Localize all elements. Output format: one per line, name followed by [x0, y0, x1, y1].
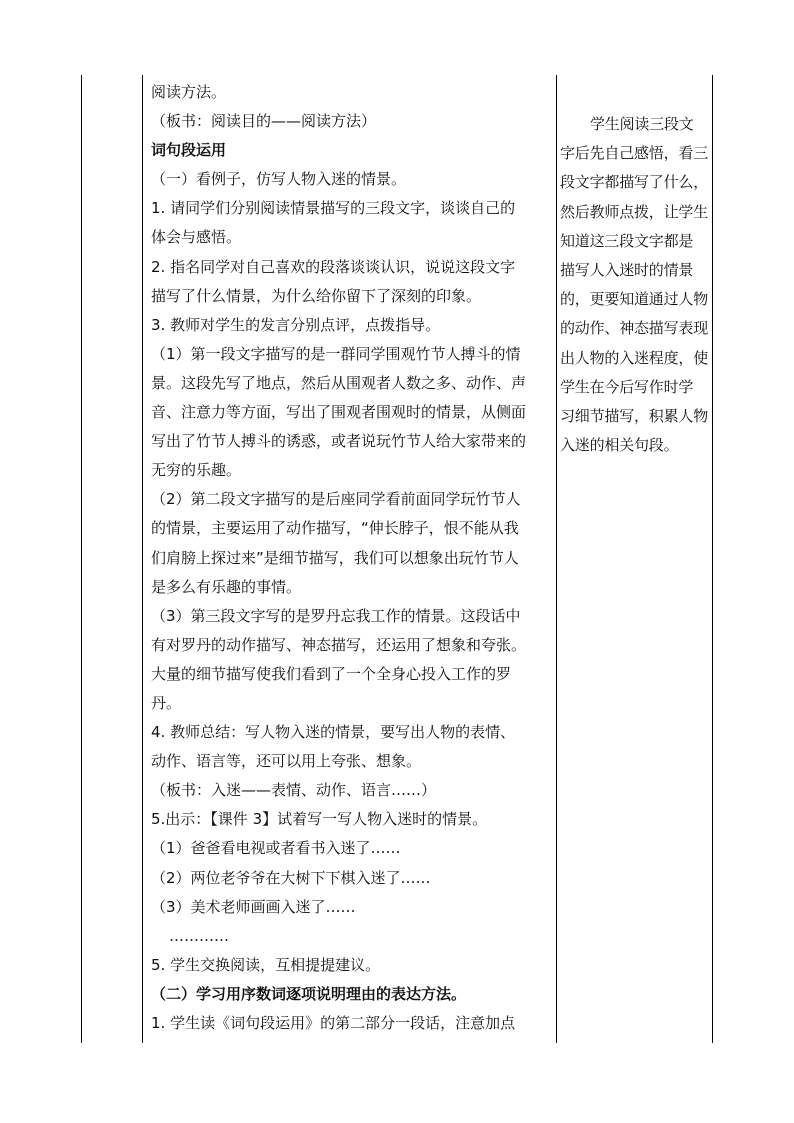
side-text-line: 入迷的相关句段。 — [560, 436, 679, 455]
side-text-line: 出人物的入迷程度，使 — [560, 348, 709, 367]
text-line: 有对罗丹的动作描写、神态描写，还运用了想象和夸张。 — [151, 635, 527, 654]
side-text-line: 段文字都描写了什么， — [560, 173, 709, 192]
text-line: （3）美术老师画画入迷了…… — [151, 897, 356, 916]
side-text-line: 字后先自己感悟，看三 — [560, 144, 709, 163]
side-text-line: 然后教师点拨，让学生 — [560, 202, 709, 221]
side-text-line: 学生阅读三段文 — [590, 115, 694, 133]
text-line: 大量的细节描写使我们看到了一个全身心投入工作的罗 — [151, 664, 512, 683]
ellipsis-line: ………… — [169, 926, 229, 945]
side-text-line: 学生在今后写作时学 — [560, 377, 694, 396]
text-line: 景。这段先写了地点，然后从围观者人数之多、动作、声 — [151, 373, 527, 392]
text-line: 动作、语言等，还可以用上夸张、想象。 — [151, 752, 422, 771]
text-line: 无穷的乐趣。 — [151, 461, 242, 480]
text-line: 们肩膀上探过来”是细节描写，我们可以想象出玩竹节人 — [151, 548, 519, 567]
text-line: 的情景，主要运用了动作描写，“伸长脖子，恨不能从我 — [151, 519, 519, 538]
side-text-line: 知道这三段文字都是 — [560, 231, 694, 250]
design-intent-column — [560, 110, 714, 460]
text-line: 阅读方法。 — [151, 83, 227, 101]
table-column-divider — [142, 75, 143, 1043]
text-line: 写出了竹节人搏斗的诱惑，或者说玩竹节人给大家带来的 — [151, 432, 527, 451]
section-heading: （二）学习用序数词逐项说明理由的表达方法。 — [151, 984, 467, 1003]
text-line: （2）两位老爷爷在大树下下棋入迷了…… — [151, 868, 431, 887]
text-line: （1）第一段文字描写的是一群同学围观竹节人搏斗的情 — [151, 344, 521, 363]
text-line: 是多么有乐趣的事情。 — [151, 577, 302, 596]
text-line: 丹。 — [151, 693, 182, 712]
text-line: 体会与感悟。 — [151, 228, 242, 247]
text-line: 4. 教师总结：写人物入迷的情景，要写出人物的表情、 — [151, 723, 516, 742]
table-left-border — [81, 75, 82, 1043]
text-line: （3）第三段文字写的是罗丹忘我工作的情景。这段话中 — [151, 606, 521, 625]
text-line: 1. 学生读《词句段运用》的第二部分一段话，注意加点 — [151, 1014, 516, 1032]
text-line: （2）第二段文字描写的是后座同学看前面同学玩竹节人 — [151, 490, 521, 509]
side-text-line: 的动作、神态描写表现 — [560, 319, 709, 338]
text-line: 3. 教师对学生的发言分别点评，点拨指导。 — [151, 315, 441, 334]
side-text-line: 描写人入迷时的情景 — [560, 260, 694, 279]
text-line: （板书：阅读目的——阅读方法） — [151, 112, 377, 131]
section-heading: 词句段运用 — [151, 141, 227, 160]
side-text-line: 的，更要知道通过人物 — [560, 290, 709, 309]
text-line: （板书：入迷——表情、动作、语言……） — [151, 781, 437, 800]
text-line: 5.出示：【课件 3】试着写一写人物入迷时的情景。 — [151, 810, 488, 829]
text-line: 音、注意力等方面，写出了围观者围观时的情景，从侧面 — [151, 403, 527, 422]
teaching-content-column — [151, 78, 551, 1038]
table-column-divider — [556, 75, 557, 1043]
text-line: （1）爸爸看电视或者看书入迷了…… — [151, 839, 401, 858]
text-line: 1. 请同学们分别阅读情景描写的三段文字，谈谈自己的 — [151, 199, 516, 218]
text-line: 5. 学生交换阅读，互相提提建议。 — [151, 955, 381, 974]
side-text-line: 习细节描写，积累人物 — [560, 406, 709, 425]
text-line: （一）看例子，仿写人物入迷的情景。 — [151, 170, 407, 189]
text-line: 描写了什么情景，为什么给你留下了深刻的印象。 — [151, 286, 482, 305]
text-line: 2. 指名同学对自己喜欢的段落谈谈认识，说说这段文字 — [151, 257, 516, 276]
